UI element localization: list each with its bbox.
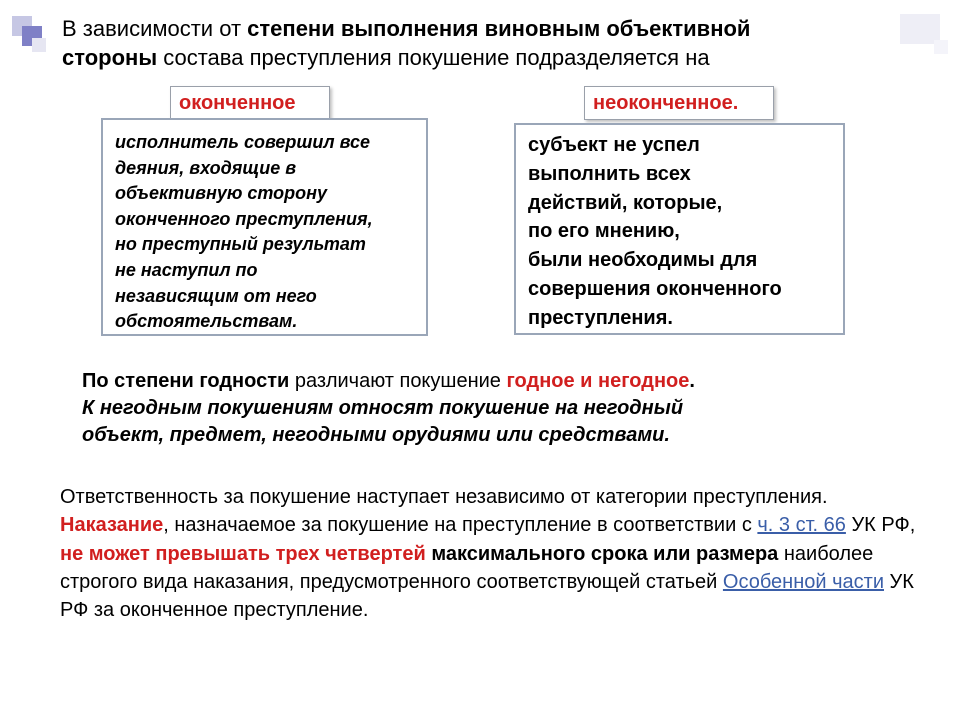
intro-part-1: В зависимости от xyxy=(62,16,248,41)
suitability-period: . xyxy=(689,370,695,392)
punishment-text-3: наиболее строгого вида наказания, предусмотренного соответствующей статьей xyxy=(60,542,874,593)
completed-attempt-box xyxy=(101,118,428,336)
suitability-line-2: К негодным покушениям относят покушение на негодный xyxy=(82,397,684,419)
suitability-line-3: объект, предмет, негодными орудиями или средствами. xyxy=(82,424,670,446)
box-left-line: оконченного преступления, xyxy=(115,208,373,229)
incomplete-attempt-box xyxy=(514,123,845,335)
liability-paragraph: Ответственность за покушение наступает независимо от категории преступления. xyxy=(60,486,828,508)
box-right-line: по его мнению, xyxy=(528,220,680,243)
punishment-text-2: УК РФ, xyxy=(845,514,916,537)
box-left-line: но преступный результат xyxy=(115,234,366,255)
box-right-line: были необходимы для xyxy=(528,249,758,272)
punishment-paragraph xyxy=(60,511,920,624)
punishment-max-term: максимального срока или размера xyxy=(431,542,779,565)
intro-part-3: состава преступления покушение подразделяется на xyxy=(157,45,710,70)
label-completed: оконченное xyxy=(170,86,330,120)
box-right-line: преступления. xyxy=(528,306,673,329)
box-left-line: не наступил по xyxy=(115,259,258,280)
label-incomplete: неоконченное. xyxy=(584,86,774,120)
box-right-line: действий, которые, xyxy=(528,191,723,214)
suitability-term: По степени годности xyxy=(82,370,290,392)
intro-bold: степени выполнения виновным объективной стороны xyxy=(62,16,751,70)
punishment-text-1: , назначаемое за покушение на преступление в соответствии с xyxy=(163,514,758,537)
decor-square-tr-2 xyxy=(934,40,948,54)
punishment-term: Наказание xyxy=(60,514,164,537)
suitability-text: различают покушение xyxy=(289,370,507,392)
box-left-line: исполнитель совершил все xyxy=(115,132,371,152)
box-left-line: объективную сторону xyxy=(115,183,328,204)
suitability-section xyxy=(82,368,842,449)
punishment-limit: не может превышать трех четвертей xyxy=(60,542,426,565)
liability-section xyxy=(60,483,920,624)
box-left-line: обстоятельствам. xyxy=(115,311,298,332)
intro-text xyxy=(62,14,842,72)
box-left-line: независящим от него xyxy=(115,285,317,306)
box-left-line: деяния, входящие в xyxy=(115,157,297,178)
box-right-line: выполнить всех xyxy=(528,162,691,185)
decor-square-light xyxy=(32,38,46,52)
article-66-link[interactable]: ч. 3 ст. 66 xyxy=(757,514,846,537)
suitability-types: годное и негодное xyxy=(506,370,690,392)
punishment-text-4: УК РФ за оконченное преступление. xyxy=(60,570,914,622)
box-right-line: субъект не успел xyxy=(528,134,700,156)
special-part-link[interactable]: Особенной части xyxy=(722,570,884,593)
suitability-line-1 xyxy=(82,368,842,395)
box-right-line: совершения оконченного xyxy=(528,277,782,300)
